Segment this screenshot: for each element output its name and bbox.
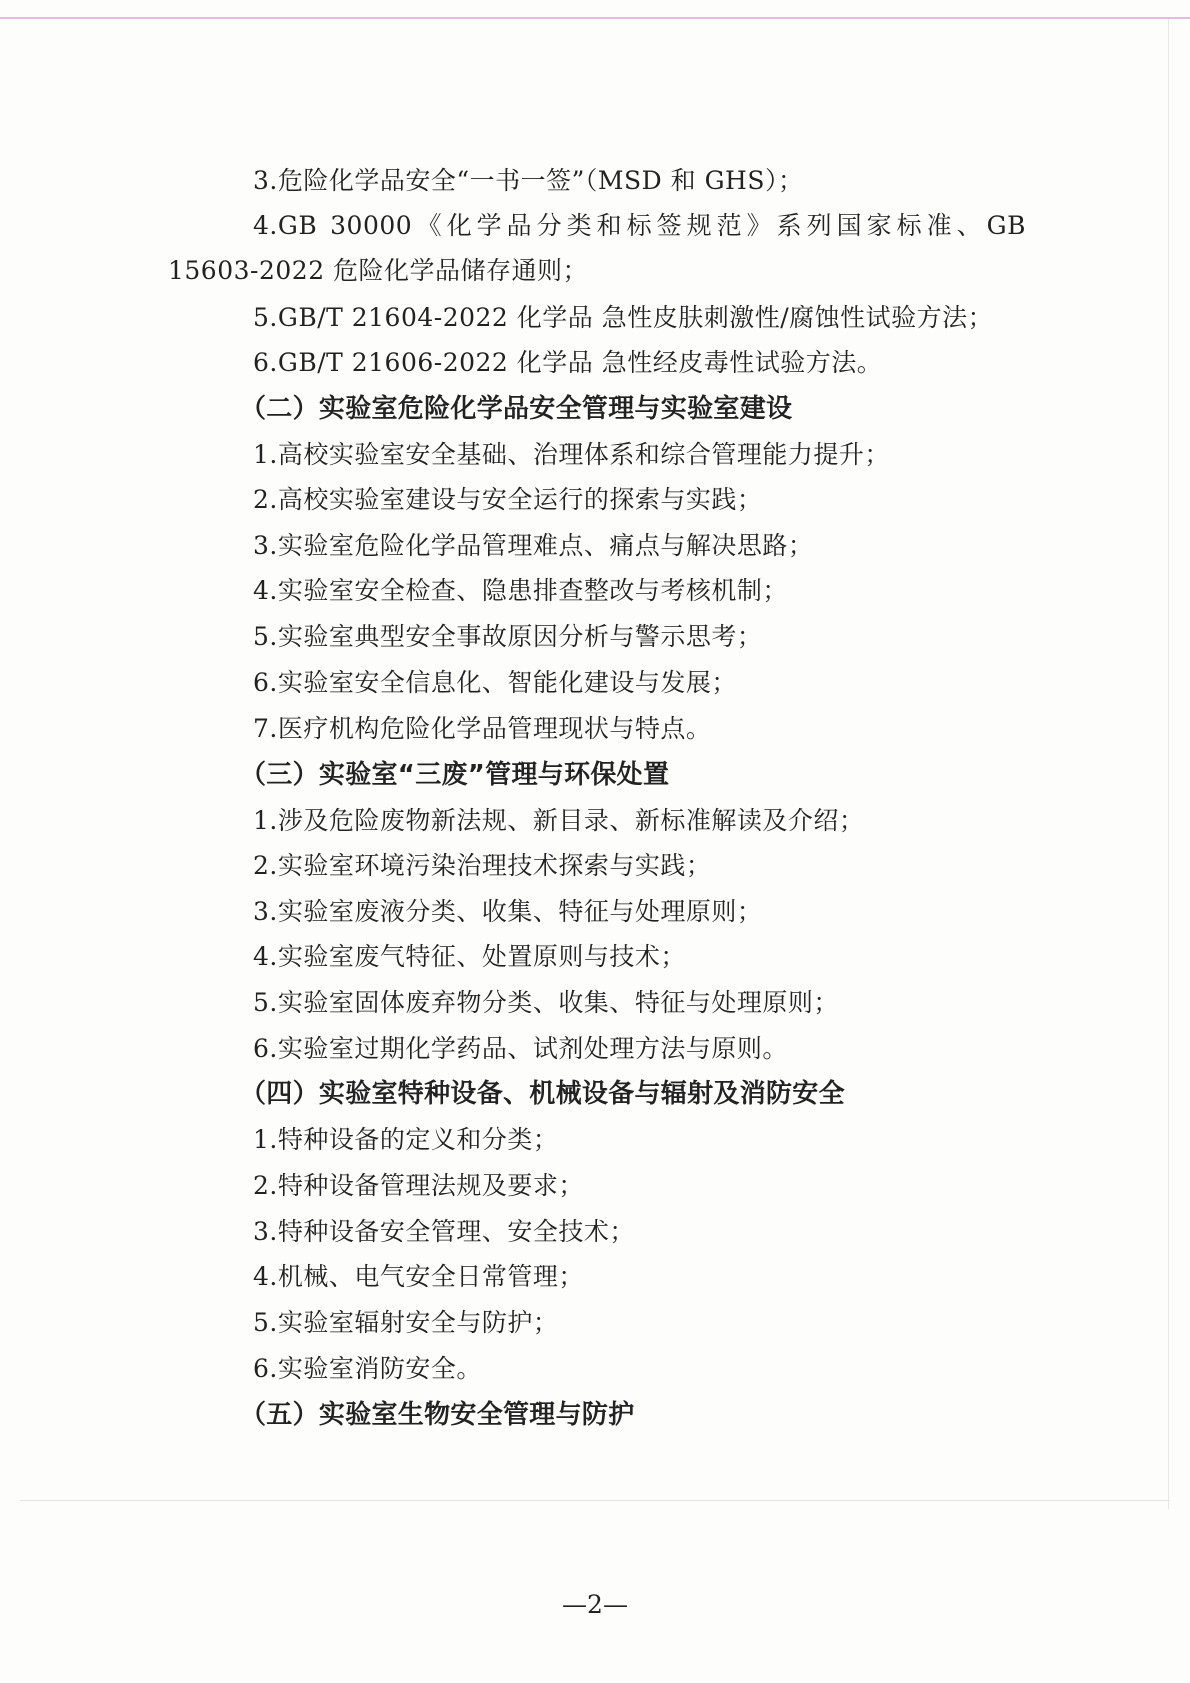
list-item: 4.实验室废气特征、处置原则与技术； bbox=[253, 942, 686, 971]
section-heading: （五）实验室生物安全管理与防护 bbox=[240, 1400, 635, 1430]
list-item: 4.GB 30000《化学品分类和标签规范》系列国家标准、GB bbox=[253, 211, 1026, 240]
list-item: 1.涉及危险废物新法规、新目录、新标准解读及介绍； bbox=[253, 806, 865, 835]
list-item-continuation: 15603-2022 危险化学品储存通则； bbox=[168, 256, 589, 285]
list-item: 2.实验室环境污染治理技术探索与实践； bbox=[253, 851, 712, 880]
top-border-line bbox=[0, 17, 1190, 19]
list-item: 6.实验室安全信息化、智能化建设与发展； bbox=[253, 668, 737, 697]
list-item: 1.高校实验室安全基础、治理体系和综合管理能力提升； bbox=[253, 440, 890, 469]
list-item: 6.实验室消防安全。 bbox=[253, 1354, 482, 1383]
right-border-line bbox=[1168, 19, 1169, 1509]
page-number: —2— bbox=[562, 1590, 628, 1619]
bottom-border-line bbox=[20, 1500, 1170, 1501]
list-item: 3.危险化学品安全“一书一签”（MSD 和 GHS）； bbox=[253, 166, 804, 195]
list-item: 5.实验室固体废弃物分类、收集、特征与处理原则； bbox=[253, 988, 839, 1017]
list-item: 2.高校实验室建设与安全运行的探索与实践； bbox=[253, 485, 763, 514]
list-item: 5.实验室典型安全事故原因分析与警示思考； bbox=[253, 622, 763, 651]
list-item: 3.特种设备安全管理、安全技术； bbox=[253, 1217, 635, 1246]
list-item: 1.特种设备的定义和分类； bbox=[253, 1125, 559, 1154]
section-heading: （三）实验室“三废”管理与环保处置 bbox=[240, 760, 670, 790]
list-item: 5.GB/T 21604-2022 化学品 急性皮肤刺激性/腐蚀性试验方法； bbox=[253, 303, 994, 332]
section-heading: （四）实验室特种设备、机械设备与辐射及消防安全 bbox=[240, 1079, 845, 1109]
list-item: 2.特种设备管理法规及要求； bbox=[253, 1171, 584, 1200]
list-item: 7.医疗机构危险化学品管理现状与特点。 bbox=[253, 714, 712, 743]
list-item: 3.实验室废液分类、收集、特征与处理原则； bbox=[253, 897, 763, 926]
list-item: 6.GB/T 21606-2022 化学品 急性经皮毒性试验方法。 bbox=[253, 348, 883, 377]
list-item: 6.实验室过期化学药品、试剂处理方法与原则。 bbox=[253, 1034, 788, 1063]
list-item: 5.实验室辐射安全与防护； bbox=[253, 1308, 559, 1337]
section-heading: （二）实验室危险化学品安全管理与实验室建设 bbox=[240, 394, 793, 424]
list-item: 4.实验室安全检查、隐患排查整改与考核机制； bbox=[253, 576, 788, 605]
list-item: 3.实验室危险化学品管理难点、痛点与解决思路； bbox=[253, 531, 814, 560]
list-item: 4.机械、电气安全日常管理； bbox=[253, 1262, 584, 1291]
